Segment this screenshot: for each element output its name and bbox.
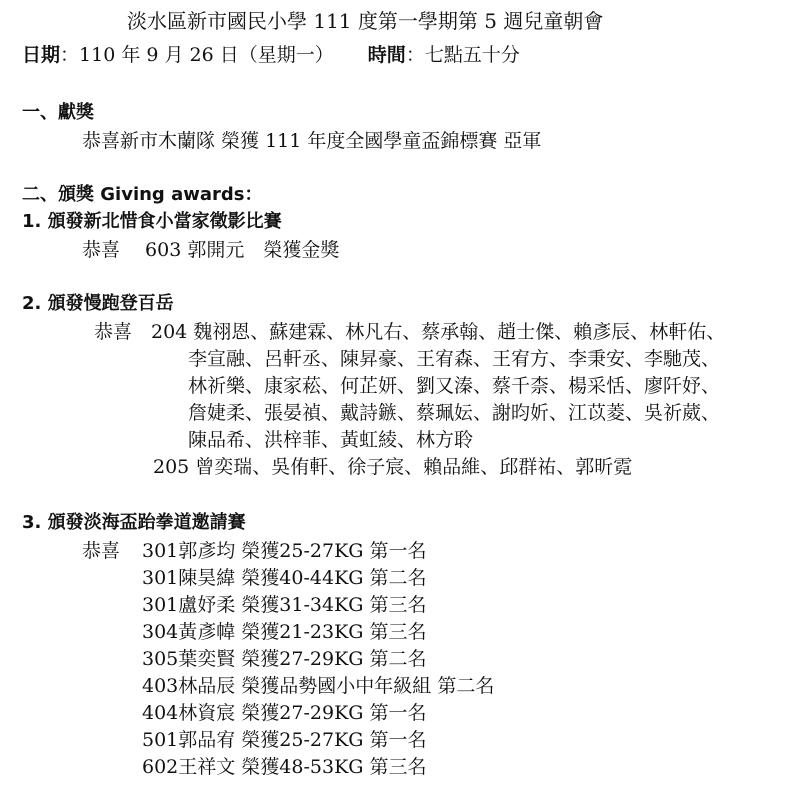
award-line: 301陳昊緯 榮獲40-44KG 第二名 (142, 567, 427, 589)
item-2-line-4: 詹婕柔、張晏禎、戴詩鏃、蔡珮妘、謝昀妡、江苡菱、吳祈葳、 (188, 402, 721, 424)
time-value: ：七點五十分 (405, 44, 520, 66)
award-line: 301郭彥均 榮獲25-27KG 第一名 (142, 540, 427, 562)
date-time-row (22, 42, 520, 68)
award-line: 602王祥文 榮獲48-53KG 第三名 (142, 756, 427, 778)
item-3-prefix: 恭喜 (82, 540, 121, 562)
item-2-line-5: 陳品希、洪梓菲、黃虹綾、林方聆 (188, 429, 474, 451)
item-1-line: 恭喜 603 郭開元 榮獲金獎 (82, 239, 340, 261)
award-line: 404林資宸 榮獲27-29KG 第一名 (142, 702, 427, 724)
section-2-heading: 二、頒獎 Giving awards： (22, 184, 263, 205)
page-title: 淡水區新市國民小學 111 度第一學期第 5 週兒童朝會 (127, 9, 604, 33)
section-1-heading: 一、獻獎 (22, 102, 94, 123)
award-line: 403林品辰 榮獲品勢國小中年級組 第二名 (142, 675, 495, 697)
date-label: 日期 (22, 44, 61, 66)
item-2-line-1: 恭喜 204 魏祤恩、蘇建霖、林凡右、蔡承翰、趙士傑、賴彥辰、林軒佑、 (94, 321, 726, 343)
item-1-heading: 1. 頒發新北惜食小當家徵影比賽 (22, 211, 282, 232)
section-1-line: 恭喜新市木蘭隊 榮獲 111 年度全國學童盃錦標賽 亞軍 (82, 130, 542, 152)
item-2-line-3: 林祈樂、康家菘、何芷妍、劉又溱、蔡千柰、楊采恬、廖阡妤、 (188, 375, 721, 397)
item-2-line-6: 205 曾奕瑞、吳侑軒、徐子宸、賴品維、邱群祐、郭昕霓 (153, 456, 633, 478)
item-2-heading: 2. 頒發慢跑登百岳 (22, 293, 174, 314)
award-line: 305葉奕賢 榮獲27-29KG 第二名 (142, 648, 427, 670)
time-label: 時間 (367, 44, 406, 66)
award-line: 301盧妤柔 榮獲31-34KG 第三名 (142, 594, 427, 616)
date-value: ：110 年 9 月 26 日（星期一） (60, 44, 334, 66)
award-line: 304黃彥幃 榮獲21-23KG 第三名 (142, 621, 427, 643)
item-3-heading: 3. 頒發淡海盃跆拳道邀請賽 (22, 512, 246, 533)
item-2-line-2: 李宣融、呂軒丞、陳昇豪、王宥森、王宥方、李秉安、李馳茂、 (188, 348, 721, 370)
award-line: 501郭品宥 榮獲25-27KG 第一名 (142, 729, 427, 751)
